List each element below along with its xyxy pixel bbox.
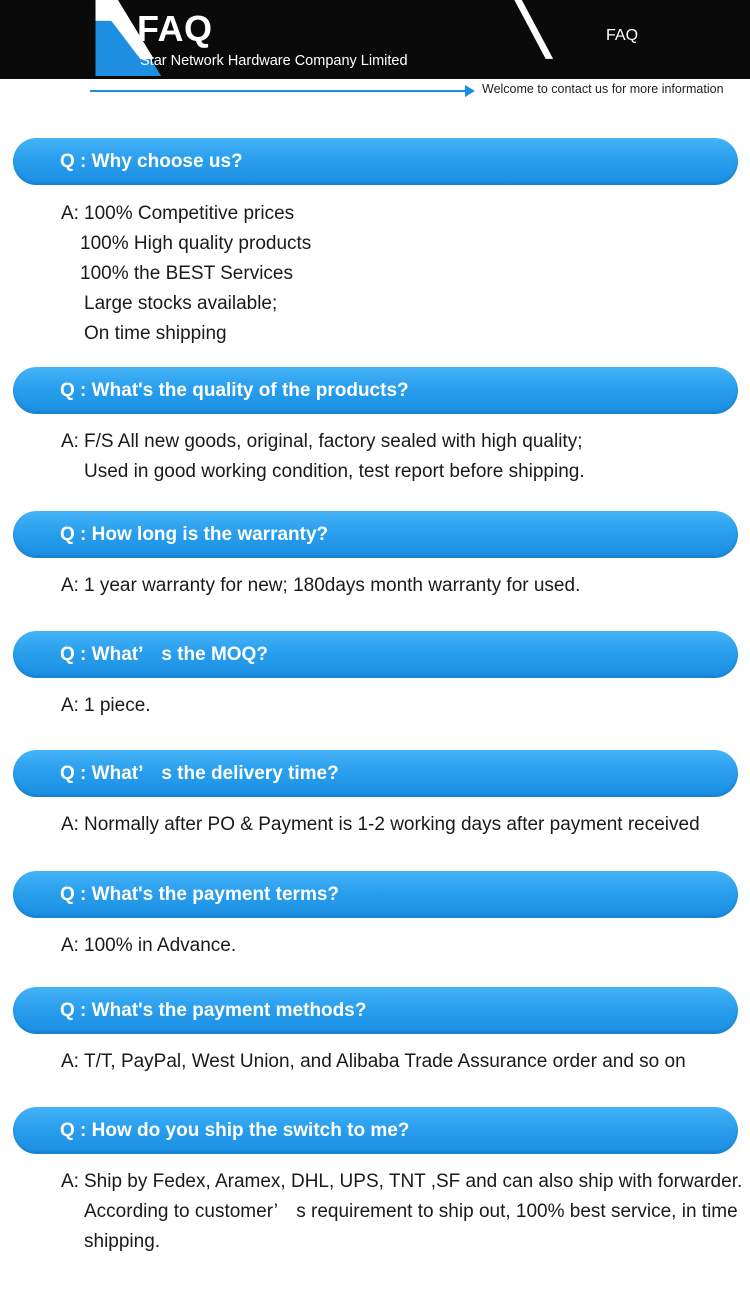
question-bar[interactable]: [13, 631, 738, 678]
answer-block: [61, 1047, 686, 1077]
welcome-line: [90, 90, 470, 92]
question-text: Q : How long is the warranty?: [60, 524, 329, 545]
page-title: FAQ: [137, 8, 213, 49]
answer-line: 100% the BEST Services: [80, 263, 293, 284]
answer-line: shipping.: [84, 1231, 161, 1252]
answer-line: 1 year warranty for new; 180days month warranty for used.: [84, 575, 581, 596]
answer-block: [61, 691, 151, 721]
answer-block: [61, 810, 700, 840]
answer-prefix: A:: [61, 203, 79, 224]
answer-line: 100% Competitive prices: [84, 203, 295, 224]
answer-line: 100% High quality products: [80, 233, 312, 254]
question-bar[interactable]: [13, 511, 738, 558]
answer-line: Normally after PO & Payment is 1-2 working days after payment received: [84, 814, 700, 835]
question-text: Q : How do you ship the switch to me?: [60, 1120, 410, 1141]
page-header: [0, 0, 750, 106]
answer-prefix: A:: [61, 935, 79, 956]
answer-prefix: A:: [61, 575, 79, 596]
question-bar[interactable]: [13, 138, 738, 185]
answer-line: Ship by Fedex, Aramex, DHL, UPS, TNT ,SF and can also ship with forwarder.: [84, 1171, 743, 1192]
answer-line: 1 piece.: [84, 695, 151, 716]
answer-prefix: A:: [61, 814, 79, 835]
answer-prefix: A:: [61, 431, 79, 452]
question-bar[interactable]: [13, 987, 738, 1034]
arrow-right-icon: [465, 85, 475, 97]
company-name: Star Network Hardware Company Limited: [140, 53, 408, 69]
question-text: Q : What's the payment methods?: [60, 1000, 367, 1021]
question-bar[interactable]: [13, 750, 738, 797]
answer-line: F/S All new goods, original, factory sealed with high quality;: [84, 431, 583, 452]
question-text: Q : What’ s the delivery time?: [60, 763, 339, 784]
question-text: Q : Why choose us?: [60, 151, 243, 172]
question-bar[interactable]: [13, 1107, 738, 1154]
question-text: Q : What's the quality of the products?: [60, 380, 409, 401]
answer-line: T/T, PayPal, West Union, and Alibaba Trade Assurance order and so on: [84, 1051, 686, 1072]
question-text: Q : What’ s the MOQ?: [60, 644, 268, 665]
answer-line: On time shipping: [84, 323, 227, 344]
welcome-text: Welcome to contact us for more information: [482, 82, 724, 96]
answer-block: [61, 931, 236, 961]
question-text: Q : What's the payment terms?: [60, 884, 340, 905]
answer-line: Large stocks available;: [84, 293, 278, 314]
answer-line: Used in good working condition, test report before shipping.: [84, 461, 585, 482]
answer-block: [61, 571, 580, 601]
answer-block: [61, 199, 311, 349]
answer-block: [61, 427, 585, 487]
answer-prefix: A:: [61, 1051, 79, 1072]
answer-prefix: A:: [61, 1171, 79, 1192]
answer-line: According to customer’ s requirement to ship out, 100% best service, in time: [84, 1201, 738, 1222]
question-bar[interactable]: [13, 367, 738, 414]
answer-prefix: A:: [61, 695, 79, 716]
answer-line: 100% in Advance.: [84, 935, 237, 956]
question-bar[interactable]: [13, 871, 738, 918]
header-faq-tag: FAQ: [606, 27, 639, 44]
answer-block: [61, 1167, 742, 1257]
